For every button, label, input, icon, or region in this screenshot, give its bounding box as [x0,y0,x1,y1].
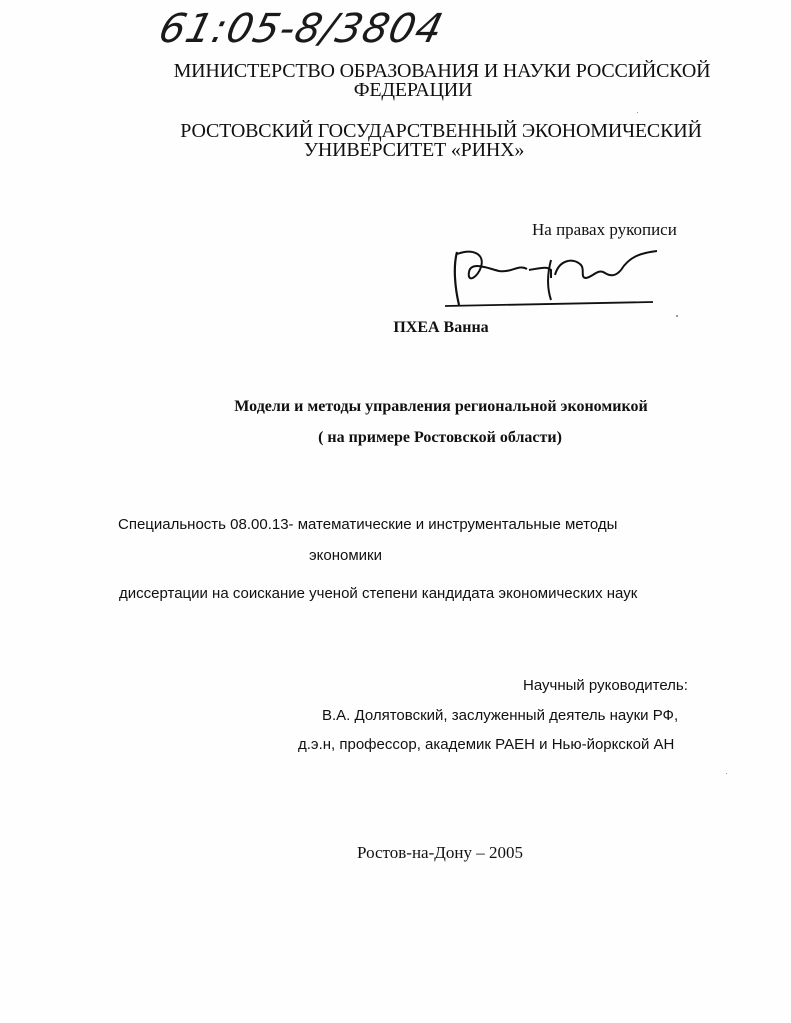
paper-speck [676,315,678,317]
author-name: ПХЕА Ванна [393,319,489,336]
paper-speck [726,773,727,774]
dissertation-title-line-1: Модели и методы управления региональной экономикой [234,398,648,415]
archive-number-handwritten: 61:05-8/3804 [154,6,449,52]
specialty-line-2: экономики [309,547,382,564]
supervisor-name: В.А. Долятовский, заслуженный деятель науки РФ, [322,707,679,724]
manuscript-rights: На правах рукописи [532,220,677,239]
signature [443,242,673,322]
supervisor-titles: д.э.н, профессор, академик РАЕН и Нью-йоркской АН [298,736,675,753]
paper-speck [637,112,638,113]
specialty-line-1: Специальность 08.00.13- математические и инструментальные методы [118,516,618,533]
place-and-year: Ростов-на-Дону – 2005 [357,843,523,862]
degree-statement: диссертации на соискание ученой степени кандидата экономических наук [119,585,638,602]
ministry-line-2: ФЕДЕРАЦИИ [353,79,473,101]
university-line-2: УНИВЕРСИТЕТ «РИНХ» [303,139,525,161]
university-line-1: РОСТОВСКИЙ ГОСУДАРСТВЕННЫЙ ЭКОНОМИЧЕСКИЙ [180,120,702,142]
ministry-line-1: МИНИСТЕРСТВО ОБРАЗОВАНИЯ И НАУКИ РОССИЙСКОЙ [173,60,711,82]
supervisor-label: Научный руководитель: [523,677,688,694]
dissertation-title-line-2: ( на примере Ростовской области) [318,429,562,446]
